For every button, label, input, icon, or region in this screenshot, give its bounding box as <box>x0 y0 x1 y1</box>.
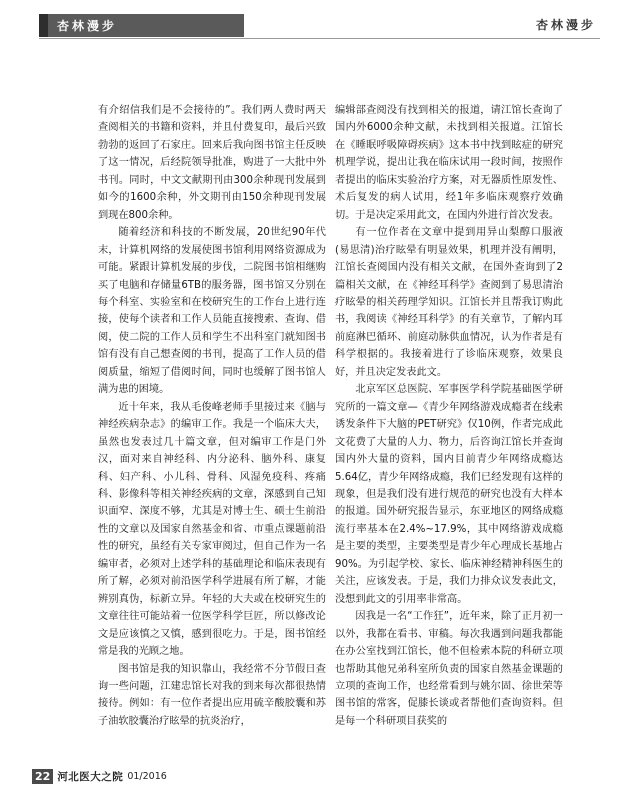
header-left-banner <box>39 14 244 37</box>
paragraph: 编辑部查阅没有找到相关的报道，请江馆长查询了国内外6000余种文献，未找到相关报道。江馆长在《睡眠呼吸障碍疾病》这本书中找到眩症的研究机理学说，提出让我在临床试用一段时间，按照作者提出的临床实验治疗方案，对无器质性原发性、术后复发的病人试用，经1年多临床观察疗效确切。于是决定采用此文，在国内外进行首次发表。 <box>335 105 563 221</box>
right-text-column <box>335 102 563 730</box>
header-accent-bar <box>39 14 48 37</box>
paragraph: 图书馆是我的知识靠山，我经常不分节假日查询一些问题，江建忠馆长对我的到来每次都很热情接待。例如：有一位作者提出应用硫辛酸胶囊和苏子油软胶囊治疗眩晕的抗炎治疗， <box>98 663 326 727</box>
left-text-column <box>98 102 326 730</box>
header-right-title: 杏林漫步 <box>535 18 596 32</box>
page-number: 22 <box>32 769 53 784</box>
header-divider <box>39 38 600 39</box>
magazine-name: 河北医大之院 <box>57 771 124 783</box>
paragraph: 因我是一名“工作狂”，近年来，除了正月初一以外，我都在看书、审稿。每次我遇到问题我都能在办公室找到江馆长，他不但检索本院的科研立项也帮助其他兄弟科室所负责的国家自然基金课题的立项的查询工作，也经常看到与姚尔固、徐世荣等图书馆的常客，促膝长谈或者帮他们查询资料。但是每一个科研项目获奖的 <box>335 611 563 727</box>
paragraph: 有一位作者在文章中提到用异山梨醇口服液(易思清)治疗眩晕有明显效果，机理并没有阐明，江馆长查阅国内没有相关文献，在国外查询到了2篇相关文献，在《神经耳科学》查阅到了易思清治疗眩晕的相关药理学知识。江馆长并且帮我订购此书，我阅读《神经耳科学》的有关章节，了解内耳前庭淋巴循环、前庭动脉供血情况，认为作者是有科学根据的。我接着进行了诊临床观察，效果良好，并且决定发表此文。 <box>335 227 563 378</box>
paragraph: 北京军区总医院、军事医学科学院基础医学研究所的一篇文章—《青少年网络游戏成瘾者在线索诱发条件下大脑的PET研究》仅10例，作者完成此文花费了大量的人力、物力，后咨询江馆长并查询国内外大量的资料，国内目前青少年网络成瘾达5.64亿，青少年网络成瘾，我们已经发现有这样的现象，但是我们没有进行规范的研究也没有大样本的报道。国外研究报告显示，东亚地区的网络成瘾流行率基本在2.4%~17.9%，其中网络游戏成瘾是主要的类型，主要类型是青少年心理成长基地占90%。为引起学校、家长、临床神经精神科医生的关注，应该发表。于是，我们力排众议发表此文，没想到此文的引用率非常高。 <box>335 384 563 605</box>
paragraph: 有介绍信我们是不会接待的”。我们两人费时两天查阅相关的书籍和资料，并且付费复印，最后兴致勃勃的返回了石家庄。回来后我向图书馆主任反映了这一情况，后经院领导批准，购进了一大批中外书刊。同时，中文文献期刊由300余种现刊发展到如今的1600余种，外文期刊由150余种现刊发展到现在800余种。 <box>98 105 326 221</box>
header-left-title: 杏林漫步 <box>57 19 118 33</box>
paragraph: 近十年来，我从毛俊峰老师手里接过来《脑与神经疾病杂志》的编审工作。我是一个临床大夫，虽然也发表过几十篇文章，但对编审工作是门外汉，面对来自神经科、内分泌科、脑外科、康复科、妇产科、小儿科、骨科、风湿免疫科、疼痛科、影像科等相关神经疾病的文章，深感到自己知识面窄、深度不够，尤其是对博士生、硕士生前沿性的文章以及国家自然基金和省、市重点课题前沿性的研究，虽经有关专家审阅过，但自己作为一名编审者，必须对上述学科的基础理论和临床表现有所了解，必须对前沿医学科学进展有所了解，才能辨别真伪，标新立异。年轻的大夫或在校研究生的文章往往可能站着一位医学科学巨匠，所以修改论文是应该慎之又慎，感到很吃力。于是，图书馆经常是我的光顾之地。 <box>98 401 326 658</box>
issue-number: 01/2016 <box>127 771 167 782</box>
page-footer <box>32 769 167 784</box>
paragraph: 随着经济和科技的不断发展，20世纪90年代末，计算机网络的发展使图书馆利用网络资源成为可能。紧跟计算机发展的步伐，二院图书馆相继购买了电脑和存储量6TB的服务器，图书馆又分别在每个科室、实验室和在校研究生的工作台上进行连接，使每个读者和工作人员能直接搜索、查询、借阅，使二院的工作人员和学生不出科室门就知图书馆有没有自己想查阅的书刊，提高了工作人员的借阅质量，缩短了借阅时间，同时也缓解了图书馆人满为患的困境。 <box>98 227 326 396</box>
